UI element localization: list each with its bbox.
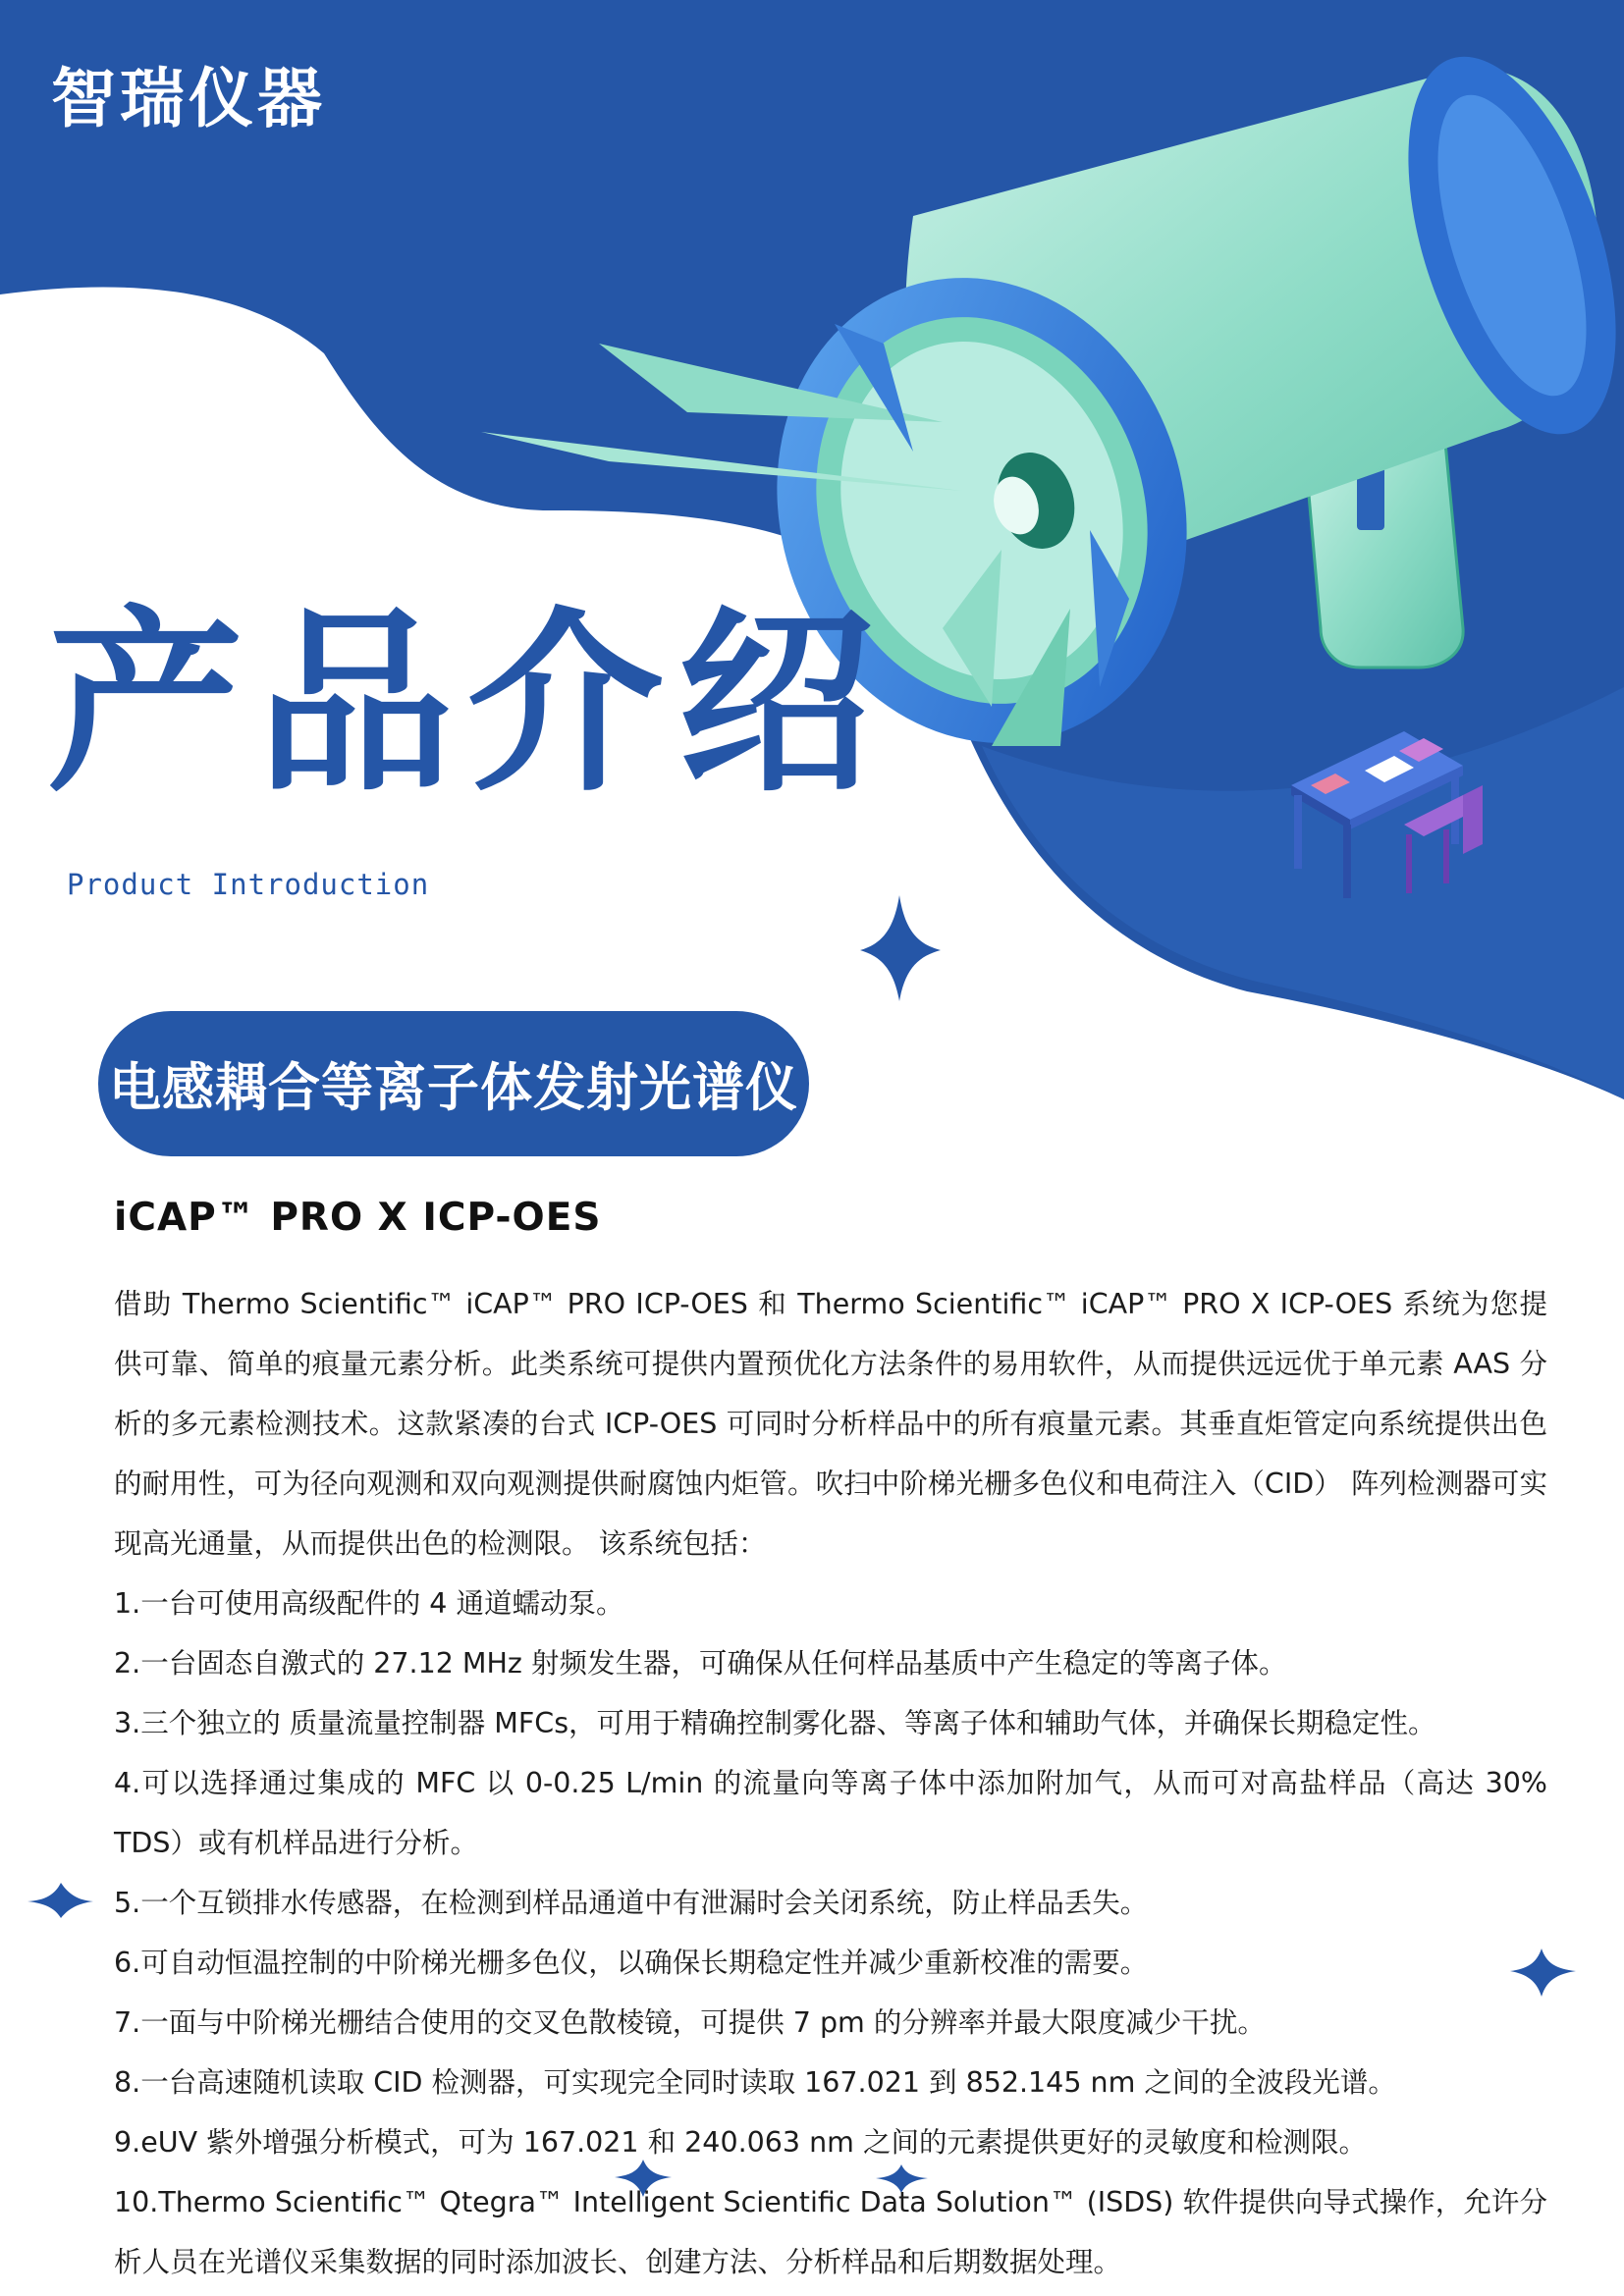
brand-name: 智瑞仪器 xyxy=(51,61,326,136)
sparkle-star-icon xyxy=(27,1883,93,1918)
feature-item: 2.一台固态自激式的 27.12 MHz 射频发生器，可确保从任何样品基质中产生稳定的等离子体。 xyxy=(114,1647,1287,1680)
feature-item: 3.三个独立的 质量流量控制器 MFCs，可用于精确控制雾化器、等离子体和辅助气体，并确保长期稳定性。 xyxy=(114,1707,1436,1739)
sparkle-star-icon xyxy=(860,895,941,1001)
section-title-pill xyxy=(98,1011,809,1156)
feature-item: 5.一个互锁排水传感器，在检测到样品通道中有泄漏时会关闭系统，防止样品丢失。 xyxy=(114,1887,1149,1919)
feature-item: 7.一面与中阶梯光栅结合使用的交叉色散棱镜，可提供 7 pm 的分辨率并最大限度减少干扰。 xyxy=(114,2006,1266,2039)
feature-item: 8.一台高速随机读取 CID 检测器，可实现完全同时读取 167.021 到 852.145 nm 之间的全波段光谱。 xyxy=(114,2066,1396,2099)
feature-item: 9.eUV 紫外增强分析模式，可为 167.021 和 240.063 nm 之间的元素提供更好的灵敏度和检测限。 xyxy=(114,2126,1367,2159)
product-description xyxy=(114,1274,1547,2292)
section-title-label: 电感耦合等离子体发射光谱仪 xyxy=(109,1058,798,1118)
product-name: iCAP™ PRO X ICP-OES xyxy=(114,1196,602,1240)
page-subtitle: Product Introduction xyxy=(67,868,430,901)
feature-item: 4.可以选择通过集成的 MFC 以 0-0.25 L/min 的流量向等离子体中添加附加气，从而可对高盐样品（高达 30% TDS）或有机样品进行分析。 xyxy=(114,1767,1547,1859)
feature-item: 10.Thermo Scientific™ Qtegra™ Intelligent Scientific Data Solution™ (ISDS) 软件提供向导式操作，允许分析人员在光谱仪采集数据的同时添加波长、创建方法、分析样品和后期数据处理。 xyxy=(114,2186,1547,2278)
feature-item: 6.可自动恒温控制的中阶梯光栅多色仪，以确保长期稳定性并减少重新校准的需要。 xyxy=(114,1947,1149,1979)
intro-paragraph: 借助 Thermo Scientific™ iCAP™ PRO ICP-OES 和 Thermo Scientific™ iCAP™ PRO X ICP-OES 系统为您提供可靠、简单的痕量元素分析。此类系统可提供内置预优化方法条件的易用软件，从而提供远远优于单元素 AAS 分析的多元素检测技术。这款紧凑的台式 ICP-OES 可同时分析样品中的所有痕量元素。其垂直炬管定向系统提供出色的耐用性，可为径向观测和双向观测提供耐腐蚀内炬管。吹扫中阶梯光栅多色仪和电荷注入（CID） 阵列检测器可实现高光通量，从而提供出色的检测限。 该系统包括： xyxy=(114,1288,1547,1560)
page-title: 产品介绍 xyxy=(47,590,889,819)
feature-item: 1.一台可使用高级配件的 4 通道蠕动泵。 xyxy=(114,1587,624,1620)
